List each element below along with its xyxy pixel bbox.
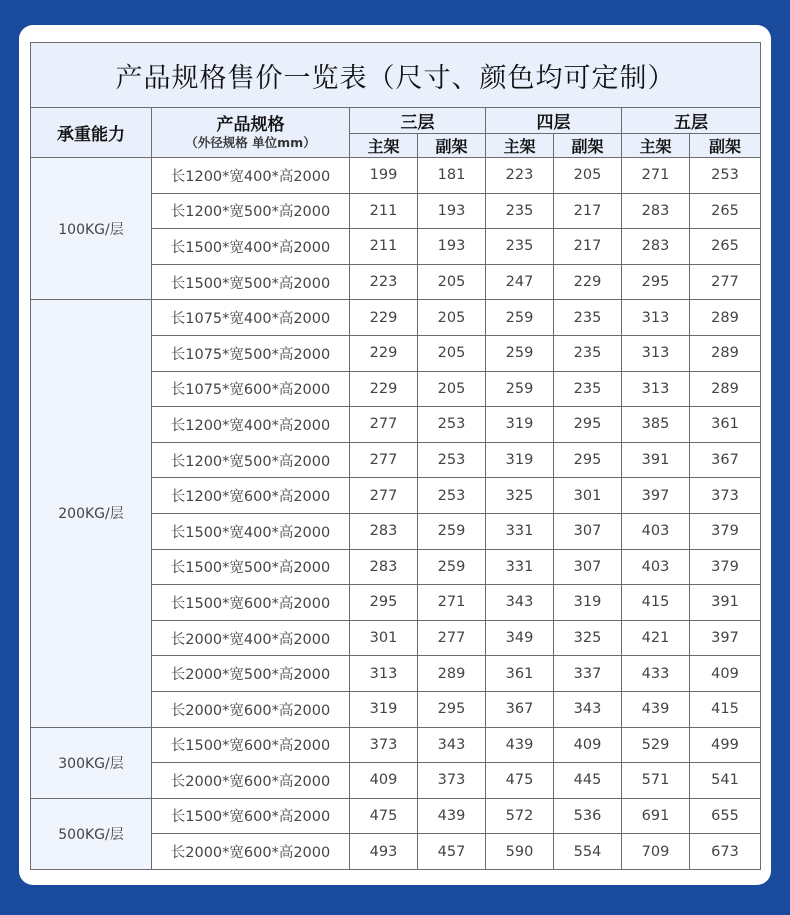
- price-3-main: 229: [350, 300, 418, 336]
- price-3-main: 283: [350, 513, 418, 549]
- price-3-aux: 271: [418, 585, 486, 621]
- price-3-aux: 205: [418, 264, 486, 300]
- price-4-aux: 325: [554, 620, 622, 656]
- price-3-main: 211: [350, 229, 418, 265]
- price-3-aux: 343: [418, 727, 486, 763]
- price-5-main: 433: [622, 656, 690, 692]
- price-5-aux: 655: [690, 798, 761, 834]
- spec-cell: 长2000*宽600*高2000: [152, 691, 350, 727]
- price-5-main: 295: [622, 264, 690, 300]
- price-4-aux: 343: [554, 691, 622, 727]
- spec-cell: 长2000*宽600*高2000: [152, 834, 350, 870]
- price-3-aux: 373: [418, 763, 486, 799]
- spec-cell: 长1500*宽500*高2000: [152, 264, 350, 300]
- price-3-aux: 193: [418, 229, 486, 265]
- main-header-4: 主架: [486, 134, 554, 158]
- price-4-aux: 301: [554, 478, 622, 514]
- price-3-aux: 259: [418, 549, 486, 585]
- price-3-aux: 181: [418, 158, 486, 194]
- price-4-aux: 205: [554, 158, 622, 194]
- price-3-main: 199: [350, 158, 418, 194]
- spec-cell: 长1200*宽400*高2000: [152, 158, 350, 194]
- price-5-main: 709: [622, 834, 690, 870]
- price-5-aux: 415: [690, 691, 761, 727]
- price-3-aux: 193: [418, 193, 486, 229]
- capacity-cell: 300KG/层: [31, 727, 152, 798]
- price-3-main: 277: [350, 407, 418, 443]
- price-5-aux: 673: [690, 834, 761, 870]
- price-5-main: 385: [622, 407, 690, 443]
- level-header-4: 四层: [486, 108, 622, 134]
- price-4-aux: 536: [554, 798, 622, 834]
- price-3-main: 313: [350, 656, 418, 692]
- price-4-main: 247: [486, 264, 554, 300]
- price-4-aux: 229: [554, 264, 622, 300]
- price-5-main: 415: [622, 585, 690, 621]
- spec-cell: 长1500*宽500*高2000: [152, 549, 350, 585]
- price-5-main: 313: [622, 371, 690, 407]
- price-5-aux: 391: [690, 585, 761, 621]
- spec-header-label: 产品规格: [216, 115, 285, 135]
- price-5-main: 391: [622, 442, 690, 478]
- price-3-aux: 295: [418, 691, 486, 727]
- spec-cell: 长1075*宽600*高2000: [152, 371, 350, 407]
- price-5-aux: 265: [690, 193, 761, 229]
- price-3-main: 409: [350, 763, 418, 799]
- price-5-aux: 265: [690, 229, 761, 265]
- price-4-main: 319: [486, 407, 554, 443]
- table-row: [31, 300, 761, 336]
- price-5-main: 313: [622, 335, 690, 371]
- price-4-main: 343: [486, 585, 554, 621]
- price-3-aux: 289: [418, 656, 486, 692]
- price-5-main: 397: [622, 478, 690, 514]
- aux-header-3: 副架: [418, 134, 486, 158]
- price-5-aux: 379: [690, 549, 761, 585]
- price-4-aux: 235: [554, 371, 622, 407]
- price-5-main: 283: [622, 193, 690, 229]
- price-5-aux: 253: [690, 158, 761, 194]
- price-5-aux: 289: [690, 300, 761, 336]
- price-3-main: 211: [350, 193, 418, 229]
- spec-header: [152, 108, 350, 158]
- spec-header-note: （外径规格 单位mm）: [185, 135, 316, 150]
- price-3-aux: 205: [418, 335, 486, 371]
- price-3-main: 493: [350, 834, 418, 870]
- price-3-main: 475: [350, 798, 418, 834]
- price-4-main: 235: [486, 229, 554, 265]
- price-3-main: 373: [350, 727, 418, 763]
- price-5-aux: 361: [690, 407, 761, 443]
- price-5-aux: 367: [690, 442, 761, 478]
- price-3-aux: 259: [418, 513, 486, 549]
- price-4-aux: 235: [554, 335, 622, 371]
- main-header-5: 主架: [622, 134, 690, 158]
- price-5-aux: 541: [690, 763, 761, 799]
- price-3-aux: 439: [418, 798, 486, 834]
- price-5-main: 403: [622, 513, 690, 549]
- price-5-main: 403: [622, 549, 690, 585]
- spec-cell: 长2000*宽600*高2000: [152, 763, 350, 799]
- price-5-aux: 409: [690, 656, 761, 692]
- spec-cell: 长1200*宽600*高2000: [152, 478, 350, 514]
- price-4-main: 572: [486, 798, 554, 834]
- price-4-main: 331: [486, 513, 554, 549]
- price-4-aux: 337: [554, 656, 622, 692]
- price-3-main: 277: [350, 478, 418, 514]
- price-4-main: 259: [486, 300, 554, 336]
- price-5-main: 313: [622, 300, 690, 336]
- price-4-main: 223: [486, 158, 554, 194]
- price-3-aux: 205: [418, 371, 486, 407]
- price-3-main: 319: [350, 691, 418, 727]
- price-4-main: 325: [486, 478, 554, 514]
- price-4-main: 235: [486, 193, 554, 229]
- price-4-main: 367: [486, 691, 554, 727]
- capacity-cell: 200KG/层: [31, 300, 152, 727]
- spec-cell: 长1200*宽400*高2000: [152, 407, 350, 443]
- price-4-aux: 554: [554, 834, 622, 870]
- price-5-main: 691: [622, 798, 690, 834]
- price-4-main: 361: [486, 656, 554, 692]
- price-5-aux: 277: [690, 264, 761, 300]
- capacity-cell: 100KG/层: [31, 158, 152, 300]
- spec-cell: 长2000*宽400*高2000: [152, 620, 350, 656]
- spec-cell: 长1200*宽500*高2000: [152, 442, 350, 478]
- price-3-main: 277: [350, 442, 418, 478]
- price-4-main: 259: [486, 371, 554, 407]
- price-4-aux: 307: [554, 513, 622, 549]
- price-3-main: 229: [350, 371, 418, 407]
- price-table: [30, 42, 761, 870]
- level-header-3: 三层: [350, 108, 486, 134]
- price-4-aux: 295: [554, 442, 622, 478]
- price-5-main: 271: [622, 158, 690, 194]
- price-4-aux: 319: [554, 585, 622, 621]
- price-3-main: 295: [350, 585, 418, 621]
- price-3-main: 301: [350, 620, 418, 656]
- price-table-body: [31, 158, 761, 870]
- spec-cell: 长2000*宽500*高2000: [152, 656, 350, 692]
- price-3-aux: 457: [418, 834, 486, 870]
- price-4-aux: 295: [554, 407, 622, 443]
- price-3-aux: 205: [418, 300, 486, 336]
- price-3-main: 283: [350, 549, 418, 585]
- price-3-aux: 253: [418, 478, 486, 514]
- price-3-aux: 253: [418, 407, 486, 443]
- spec-cell: 长1200*宽500*高2000: [152, 193, 350, 229]
- price-5-main: 421: [622, 620, 690, 656]
- price-5-aux: 397: [690, 620, 761, 656]
- table-row: [31, 158, 761, 194]
- price-5-aux: 499: [690, 727, 761, 763]
- table-row: [31, 798, 761, 834]
- spec-cell: 长1500*宽600*高2000: [152, 798, 350, 834]
- price-4-main: 475: [486, 763, 554, 799]
- price-4-main: 331: [486, 549, 554, 585]
- spec-cell: 长1075*宽500*高2000: [152, 335, 350, 371]
- price-4-main: 349: [486, 620, 554, 656]
- price-4-aux: 217: [554, 193, 622, 229]
- price-5-main: 571: [622, 763, 690, 799]
- price-4-main: 259: [486, 335, 554, 371]
- price-3-aux: 277: [418, 620, 486, 656]
- price-5-main: 283: [622, 229, 690, 265]
- price-3-aux: 253: [418, 442, 486, 478]
- spec-cell: 长1075*宽400*高2000: [152, 300, 350, 336]
- price-5-aux: 379: [690, 513, 761, 549]
- spec-cell: 长1500*宽600*高2000: [152, 727, 350, 763]
- price-5-aux: 289: [690, 371, 761, 407]
- aux-header-4: 副架: [554, 134, 622, 158]
- price-3-main: 223: [350, 264, 418, 300]
- aux-header-5: 副架: [690, 134, 761, 158]
- capacity-header: 承重能力: [31, 108, 152, 158]
- price-4-main: 319: [486, 442, 554, 478]
- price-4-main: 439: [486, 727, 554, 763]
- price-4-aux: 409: [554, 727, 622, 763]
- price-5-main: 439: [622, 691, 690, 727]
- price-4-main: 590: [486, 834, 554, 870]
- price-5-aux: 289: [690, 335, 761, 371]
- price-5-main: 529: [622, 727, 690, 763]
- price-4-aux: 217: [554, 229, 622, 265]
- price-4-aux: 235: [554, 300, 622, 336]
- capacity-cell: 500KG/层: [31, 798, 152, 869]
- level-header-5: 五层: [622, 108, 761, 134]
- price-5-aux: 373: [690, 478, 761, 514]
- page-title: 产品规格售价一览表（尺寸、颜色均可定制）: [31, 43, 761, 108]
- spec-cell: 长1500*宽400*高2000: [152, 513, 350, 549]
- price-3-main: 229: [350, 335, 418, 371]
- spec-cell: 长1500*宽600*高2000: [152, 585, 350, 621]
- main-header-3: 主架: [350, 134, 418, 158]
- table-row: [31, 727, 761, 763]
- price-4-aux: 307: [554, 549, 622, 585]
- spec-cell: 长1500*宽400*高2000: [152, 229, 350, 265]
- price-4-aux: 445: [554, 763, 622, 799]
